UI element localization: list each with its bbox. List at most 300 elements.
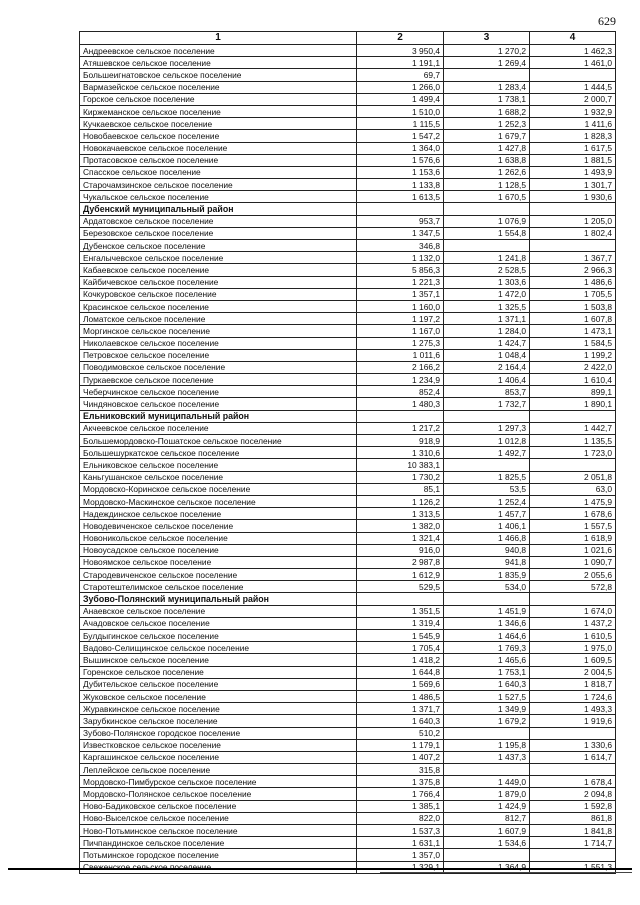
settlement-name-cell: Пуркаевское сельское поселение: [80, 374, 357, 386]
table-row: [80, 325, 616, 337]
value-cell: 1 364,0: [357, 142, 444, 154]
settlement-name-cell: Большеигнатовское сельское поселение: [80, 69, 357, 81]
table-row: [80, 142, 616, 154]
settlement-name-cell: Ачадовское сельское поселение: [80, 617, 357, 629]
settlement-name-cell: Горенское сельское поселение: [80, 666, 357, 678]
value-cell: 2 000,7: [530, 93, 616, 105]
table-row: [80, 508, 616, 520]
footer-rule: [8, 868, 632, 870]
value-cell: 1 818,7: [530, 678, 616, 690]
value-cell: 1 640,3: [444, 678, 530, 690]
table-row: [80, 337, 616, 349]
value-cell: 1 048,4: [444, 349, 530, 361]
settlement-name-cell: Новобаевское сельское поселение: [80, 130, 357, 142]
table-row: [80, 288, 616, 300]
value-cell: 1 283,4: [444, 81, 530, 93]
value-cell: [444, 69, 530, 81]
settlement-name-cell: Ново-Выселское сельское поселение: [80, 812, 357, 824]
table-row: [80, 703, 616, 715]
value-cell: 1 493,9: [530, 166, 616, 178]
value-cell: 1 932,9: [530, 105, 616, 117]
value-cell: 1 879,0: [444, 788, 530, 800]
settlement-name-cell: Надеждинское сельское поселение: [80, 508, 357, 520]
value-cell: 1 205,0: [530, 215, 616, 227]
value-cell: 1 486,5: [357, 690, 444, 702]
table-row: [80, 118, 616, 130]
settlement-name-cell: Зубово-Полянское городское поселение: [80, 727, 357, 739]
settlement-name-cell: Березовское сельское поселение: [80, 227, 357, 239]
value-cell: 2 051,8: [530, 471, 616, 483]
value-cell: 899,1: [530, 386, 616, 398]
value-cell: 1 346,6: [444, 617, 530, 629]
settlement-name-cell: Чеберчинское сельское поселение: [80, 386, 357, 398]
value-cell: 1 234,9: [357, 374, 444, 386]
value-cell: 1 132,0: [357, 252, 444, 264]
settlement-name-cell: Булдыгинское сельское поселение: [80, 630, 357, 642]
value-cell: 1 576,6: [357, 154, 444, 166]
table-row: [80, 617, 616, 629]
table-body: [80, 45, 616, 874]
value-cell: [444, 203, 530, 215]
value-cell: 1 270,2: [444, 45, 530, 57]
value-cell: 1 310,6: [357, 447, 444, 459]
table-row: [80, 422, 616, 434]
settlement-name-cell: Новоямское сельское поселение: [80, 556, 357, 568]
value-cell: 1 688,2: [444, 105, 530, 117]
settlement-name-cell: Поводимовское сельское поселение: [80, 361, 357, 373]
value-cell: 1 679,2: [444, 715, 530, 727]
value-cell: 53,5: [444, 483, 530, 495]
value-cell: 1 427,8: [444, 142, 530, 154]
value-cell: 1 011,6: [357, 349, 444, 361]
settlement-name-cell: Большешуркатское сельское поселение: [80, 447, 357, 459]
settlement-name-cell: Мордовско-Полянское сельское поселение: [80, 788, 357, 800]
settlement-name-cell: Мордовско-Коринское сельское поселение: [80, 483, 357, 495]
table-row: [80, 191, 616, 203]
table-row: [80, 179, 616, 191]
value-cell: 529,5: [357, 581, 444, 593]
value-cell: 1 195,8: [444, 739, 530, 751]
value-cell: 1 321,4: [357, 532, 444, 544]
settlement-name-cell: Жуковское сельское поселение: [80, 690, 357, 702]
value-cell: 1 197,2: [357, 313, 444, 325]
table-row: [80, 471, 616, 483]
settlement-name-cell: Атяшевское сельское поселение: [80, 57, 357, 69]
value-cell: 1 385,1: [357, 800, 444, 812]
settlement-name-cell: Зарубкинское сельское поселение: [80, 715, 357, 727]
settlement-name-cell: Дубительское сельское поселение: [80, 678, 357, 690]
value-cell: 1 607,8: [530, 313, 616, 325]
value-cell: 1 465,6: [444, 654, 530, 666]
value-cell: 2 055,6: [530, 569, 616, 581]
value-cell: 1 714,7: [530, 837, 616, 849]
value-cell: 1 357,1: [357, 288, 444, 300]
table-row: [80, 215, 616, 227]
value-cell: [357, 203, 444, 215]
value-cell: [530, 459, 616, 471]
settlement-name-cell: Ломатское сельское поселение: [80, 313, 357, 325]
table-row: [80, 93, 616, 105]
value-cell: 1 705,5: [530, 288, 616, 300]
value-cell: 953,7: [357, 215, 444, 227]
value-cell: 1 638,8: [444, 154, 530, 166]
settlement-name-cell: Спасское сельское поселение: [80, 166, 357, 178]
settlement-name-cell: Горское сельское поселение: [80, 93, 357, 105]
value-cell: 1 284,0: [444, 325, 530, 337]
table-row: [80, 81, 616, 93]
value-cell: 2 094,8: [530, 788, 616, 800]
value-cell: 1 357,0: [357, 849, 444, 861]
value-cell: 1 133,8: [357, 179, 444, 191]
value-cell: 1 451,9: [444, 605, 530, 617]
value-cell: [530, 240, 616, 252]
value-cell: 1 221,3: [357, 276, 444, 288]
value-cell: 2 422,0: [530, 361, 616, 373]
table-row: [80, 459, 616, 471]
value-cell: [444, 410, 530, 422]
value-cell: 1 975,0: [530, 642, 616, 654]
value-cell: 1 135,5: [530, 435, 616, 447]
value-cell: [530, 69, 616, 81]
value-cell: 1 930,6: [530, 191, 616, 203]
value-cell: 1 375,8: [357, 776, 444, 788]
value-cell: 1 644,8: [357, 666, 444, 678]
value-cell: 812,7: [444, 812, 530, 824]
value-cell: 1 191,1: [357, 57, 444, 69]
value-cell: 861,8: [530, 812, 616, 824]
value-cell: [444, 727, 530, 739]
value-cell: 1 537,3: [357, 825, 444, 837]
table-row: [80, 532, 616, 544]
value-cell: 1 841,8: [530, 825, 616, 837]
table-row: [80, 849, 616, 861]
settlement-name-cell: Ново-Потьминское сельское поселение: [80, 825, 357, 837]
table-row: [80, 130, 616, 142]
table-row: [80, 800, 616, 812]
value-cell: 2 164,4: [444, 361, 530, 373]
settlement-name-cell: Новоусадское сельское поселение: [80, 544, 357, 556]
table-row: [80, 227, 616, 239]
settlement-name-cell: Новоникольское сельское поселение: [80, 532, 357, 544]
table-row: [80, 544, 616, 556]
table-row: [80, 410, 616, 422]
column-header-2: 2: [357, 32, 444, 45]
settlement-name-cell: Моргинское сельское поселение: [80, 325, 357, 337]
settlement-name-cell: Андреевское сельское поселение: [80, 45, 357, 57]
value-cell: 1 076,9: [444, 215, 530, 227]
value-cell: 1 012,8: [444, 435, 530, 447]
value-cell: 85,1: [357, 483, 444, 495]
value-cell: 1 351,5: [357, 605, 444, 617]
value-cell: 1 584,5: [530, 337, 616, 349]
settlement-name-cell: Протасовское сельское поселение: [80, 154, 357, 166]
value-cell: 1 424,9: [444, 800, 530, 812]
value-cell: [530, 410, 616, 422]
table-row: [80, 300, 616, 312]
value-cell: 1 730,2: [357, 471, 444, 483]
value-cell: 1 919,6: [530, 715, 616, 727]
value-cell: 1 607,9: [444, 825, 530, 837]
value-cell: 1 406,4: [444, 374, 530, 386]
table-row: [80, 276, 616, 288]
table-row: [80, 483, 616, 495]
value-cell: 1 349,9: [444, 703, 530, 715]
settlement-name-cell: Кочкуровское сельское поселение: [80, 288, 357, 300]
settlement-name-cell: Леплейское сельское поселение: [80, 764, 357, 776]
settlement-name-cell: Потьминское городское поселение: [80, 849, 357, 861]
value-cell: 1 442,7: [530, 422, 616, 434]
settlement-name-cell: Анаевское сельское поселение: [80, 605, 357, 617]
value-cell: 1 486,6: [530, 276, 616, 288]
value-cell: 1 674,0: [530, 605, 616, 617]
value-cell: 1 330,6: [530, 739, 616, 751]
value-cell: [530, 593, 616, 605]
value-cell: 1 473,1: [530, 325, 616, 337]
value-cell: 1 890,1: [530, 398, 616, 410]
table-row: [80, 264, 616, 276]
table-row: [80, 630, 616, 642]
value-cell: [530, 727, 616, 739]
value-cell: 940,8: [444, 544, 530, 556]
settlement-name-cell: Ельниковский муниципальный район: [80, 410, 357, 422]
value-cell: 1 241,8: [444, 252, 530, 264]
value-cell: 1 631,1: [357, 837, 444, 849]
settlement-name-cell: Николаевское сельское поселение: [80, 337, 357, 349]
value-cell: 1 766,4: [357, 788, 444, 800]
value-cell: 1 732,7: [444, 398, 530, 410]
value-cell: 1 153,6: [357, 166, 444, 178]
value-cell: 1 802,4: [530, 227, 616, 239]
table-row: [80, 386, 616, 398]
value-cell: 1 480,3: [357, 398, 444, 410]
value-cell: 1 424,7: [444, 337, 530, 349]
value-cell: 1 167,0: [357, 325, 444, 337]
settlement-name-cell: Чиндяновское сельское поселение: [80, 398, 357, 410]
value-cell: 1 472,0: [444, 288, 530, 300]
table-row: [80, 715, 616, 727]
value-cell: 1 199,2: [530, 349, 616, 361]
value-cell: 822,0: [357, 812, 444, 824]
settlement-name-cell: Киржеманское сельское поселение: [80, 105, 357, 117]
settlement-name-cell: Ельниковское сельское поселение: [80, 459, 357, 471]
value-cell: 918,9: [357, 435, 444, 447]
value-cell: 1 411,6: [530, 118, 616, 130]
value-cell: 2 987,8: [357, 556, 444, 568]
value-cell: 572,8: [530, 581, 616, 593]
value-cell: 1 266,0: [357, 81, 444, 93]
value-cell: 1 325,5: [444, 300, 530, 312]
value-cell: [444, 459, 530, 471]
settlement-name-cell: Петровское сельское поселение: [80, 349, 357, 361]
table-row: [80, 605, 616, 617]
value-cell: 69,7: [357, 69, 444, 81]
table-row: [80, 569, 616, 581]
table-row: [80, 495, 616, 507]
table-row: [80, 776, 616, 788]
table-row: [80, 374, 616, 386]
value-cell: [530, 849, 616, 861]
table-row: [80, 678, 616, 690]
value-cell: 1 835,9: [444, 569, 530, 581]
value-cell: 1 217,2: [357, 422, 444, 434]
settlement-name-cell: Большемордовско-Пошатское сельское поселение: [80, 435, 357, 447]
page-number: 629: [598, 14, 616, 28]
value-cell: 1 828,3: [530, 130, 616, 142]
table-row: [80, 435, 616, 447]
value-cell: 1 475,9: [530, 495, 616, 507]
table-row: [80, 642, 616, 654]
settlement-name-cell: Мордовско-Маскинское сельское поселение: [80, 495, 357, 507]
table-row: [80, 313, 616, 325]
value-cell: 1 678,4: [530, 776, 616, 788]
value-cell: 1 609,5: [530, 654, 616, 666]
value-cell: 1 464,6: [444, 630, 530, 642]
settlement-name-cell: Пичпандинское сельское поселение: [80, 837, 357, 849]
settlement-name-cell: Каргашинское сельское поселение: [80, 751, 357, 763]
value-cell: [444, 849, 530, 861]
value-cell: 1 319,4: [357, 617, 444, 629]
settlement-name-cell: Новодевиченское сельское поселение: [80, 520, 357, 532]
value-cell: 1 275,3: [357, 337, 444, 349]
value-cell: 1 252,4: [444, 495, 530, 507]
value-cell: 1 437,2: [530, 617, 616, 629]
value-cell: 1 444,5: [530, 81, 616, 93]
value-cell: 1 406,1: [444, 520, 530, 532]
settlement-name-cell: Каньгушанское сельское поселение: [80, 471, 357, 483]
table-row: [80, 252, 616, 264]
value-cell: 2 166,2: [357, 361, 444, 373]
value-cell: 1 303,6: [444, 276, 530, 288]
value-cell: 1 610,4: [530, 374, 616, 386]
table-row: [80, 349, 616, 361]
settlement-name-cell: Зубово-Полянский муниципальный район: [80, 593, 357, 605]
table-row: [80, 166, 616, 178]
value-cell: 315,8: [357, 764, 444, 776]
table-row: [80, 520, 616, 532]
value-cell: 941,8: [444, 556, 530, 568]
value-cell: 1 493,3: [530, 703, 616, 715]
value-cell: 1 547,2: [357, 130, 444, 142]
value-cell: 1 569,6: [357, 678, 444, 690]
settlement-name-cell: Вадово-Селищинское сельское поселение: [80, 642, 357, 654]
settlement-name-cell: Журавкинское сельское поселение: [80, 703, 357, 715]
header-row: [80, 32, 616, 45]
value-cell: 1 437,3: [444, 751, 530, 763]
value-cell: 1 679,7: [444, 130, 530, 142]
table-row: [80, 788, 616, 800]
table-row: [80, 45, 616, 57]
value-cell: 1 301,7: [530, 179, 616, 191]
value-cell: 1 126,2: [357, 495, 444, 507]
value-cell: 10 383,1: [357, 459, 444, 471]
value-cell: 1 457,7: [444, 508, 530, 520]
settlement-name-cell: Новокачаевское сельское поселение: [80, 142, 357, 154]
settlement-name-cell: Известковское сельское поселение: [80, 739, 357, 751]
value-cell: 1 618,9: [530, 532, 616, 544]
value-cell: 1 418,2: [357, 654, 444, 666]
table-row: [80, 556, 616, 568]
table-row: [80, 57, 616, 69]
value-cell: 2 004,5: [530, 666, 616, 678]
table-row: [80, 361, 616, 373]
settlement-name-cell: Кучкаевское сельское поселение: [80, 118, 357, 130]
value-cell: 1 527,5: [444, 690, 530, 702]
value-cell: [357, 593, 444, 605]
table-row: [80, 105, 616, 117]
value-cell: 1 592,8: [530, 800, 616, 812]
value-cell: 1 510,0: [357, 105, 444, 117]
table-row: [80, 812, 616, 824]
value-cell: 1 614,7: [530, 751, 616, 763]
value-cell: 1 753,1: [444, 666, 530, 678]
value-cell: [444, 240, 530, 252]
value-cell: 1 678,6: [530, 508, 616, 520]
value-cell: 1 252,3: [444, 118, 530, 130]
value-cell: 3 950,4: [357, 45, 444, 57]
settlement-name-cell: Чукальское сельское поселение: [80, 191, 357, 203]
value-cell: 1 554,8: [444, 227, 530, 239]
value-cell: 1 461,0: [530, 57, 616, 69]
value-cell: 1 449,0: [444, 776, 530, 788]
table-row: [80, 654, 616, 666]
settlement-name-cell: Красинское сельское поселение: [80, 300, 357, 312]
value-cell: 1 262,6: [444, 166, 530, 178]
settlement-name-cell: Старочамзинское сельское поселение: [80, 179, 357, 191]
value-cell: 1 313,5: [357, 508, 444, 520]
value-cell: 1 090,7: [530, 556, 616, 568]
value-cell: 1 371,7: [357, 703, 444, 715]
value-cell: 853,7: [444, 386, 530, 398]
table-row: [80, 666, 616, 678]
value-cell: 1 297,3: [444, 422, 530, 434]
table-row: [80, 739, 616, 751]
value-cell: 1 492,7: [444, 447, 530, 459]
value-cell: 1 738,1: [444, 93, 530, 105]
value-cell: 2 966,3: [530, 264, 616, 276]
value-cell: 1 407,2: [357, 751, 444, 763]
value-cell: 1 021,6: [530, 544, 616, 556]
value-cell: [530, 203, 616, 215]
value-cell: 1 128,5: [444, 179, 530, 191]
value-cell: 1 462,3: [530, 45, 616, 57]
settlement-name-cell: Мордовско-Пимбурское сельское поселение: [80, 776, 357, 788]
value-cell: 1 613,5: [357, 191, 444, 203]
value-cell: 1 503,8: [530, 300, 616, 312]
settlement-name-cell: Кайбичевское сельское поселение: [80, 276, 357, 288]
value-cell: 1 382,0: [357, 520, 444, 532]
value-cell: 916,0: [357, 544, 444, 556]
table-row: [80, 727, 616, 739]
value-cell: [444, 593, 530, 605]
table-row: [80, 593, 616, 605]
table-row: [80, 764, 616, 776]
value-cell: 1 723,0: [530, 447, 616, 459]
column-header-3: 3: [444, 32, 530, 45]
value-cell: 1 371,1: [444, 313, 530, 325]
value-cell: 1 640,3: [357, 715, 444, 727]
settlement-name-cell: Енгалычевское сельское поселение: [80, 252, 357, 264]
value-cell: 1 545,9: [357, 630, 444, 642]
value-cell: 1 610,5: [530, 630, 616, 642]
settlement-name-cell: Вармазейское сельское поселение: [80, 81, 357, 93]
settlement-name-cell: Стародевиченское сельское поселение: [80, 569, 357, 581]
value-cell: 346,8: [357, 240, 444, 252]
value-cell: 1 269,4: [444, 57, 530, 69]
value-cell: [444, 764, 530, 776]
value-cell: 1 115,5: [357, 118, 444, 130]
table-row: [80, 69, 616, 81]
settlement-name-cell: Акчеевское сельское поселение: [80, 422, 357, 434]
